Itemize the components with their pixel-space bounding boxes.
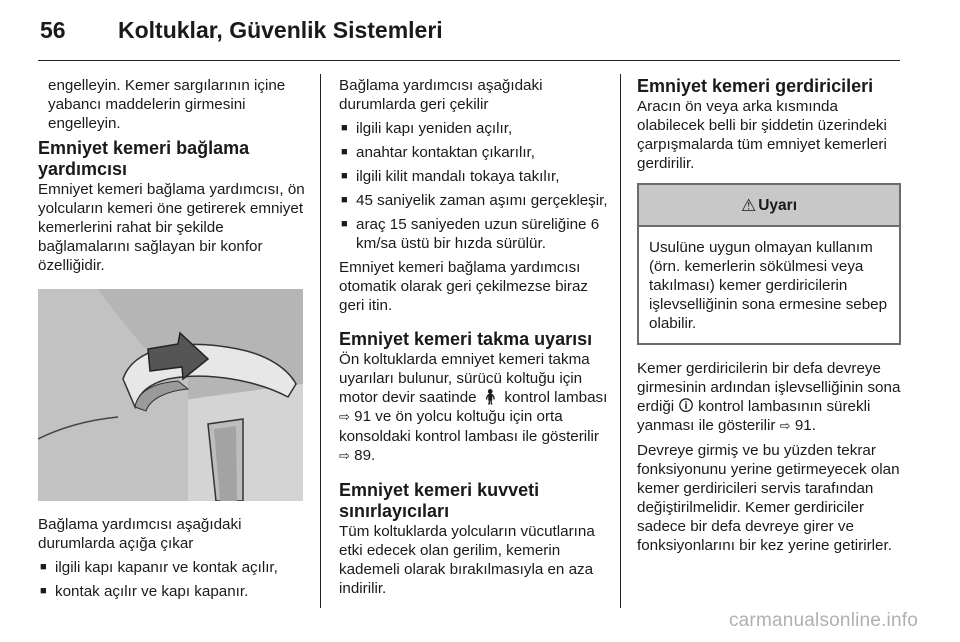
- warning-text: Usulüne uygun olmayan kullanım (örn. kemerlerin sökülmesi veya takılması) kemer gerdiricilerin işlevselliğinin sona ermesine sebep olabilir.: [649, 239, 888, 332]
- belt-reminder-text-3: ve ön yolcu koltuğu için orta konsoldaki kontrol lambası ile gösterilir: [339, 408, 599, 445]
- page-header: [0, 0, 960, 62]
- load-limiter-paragraph: Tüm koltuklarda yolcuların vücutlarına etki edecek olan gerilim, kemerin kademeli olarak bırakılmasıyla en aza indirilir.: [339, 523, 595, 597]
- page-reference: 89.: [354, 447, 376, 464]
- page-reference-arrow-icon: ⇨: [779, 419, 791, 434]
- push-back-paragraph: Emniyet kemeri bağlama yardımcısı otomatik olarak geri çekilmezse biraz geri itin.: [339, 259, 588, 314]
- list-item: ■ araç 15 saniyeden uzun süreliğine 6 km/sa üstü bir hızda sürülür.: [339, 215, 609, 253]
- belt-reminder-paragraph: [339, 350, 609, 466]
- belt-reminder-text-1: Ön koltuklarda emniyet kemeri takma uyarıları bulunur, sürücü koltuğu için motor devir saatinde: [339, 351, 590, 406]
- list-item: ■ ilgili kapı yeniden açılır,: [339, 119, 609, 138]
- pretensioner-heading: Emniyet kemeri gerdiricileri: [637, 76, 874, 96]
- list-item: ■ ilgili kapı kapanır ve kontak açılır,: [38, 558, 308, 577]
- page-reference-arrow-icon: ⇨: [339, 410, 350, 425]
- seatbelt-reminder-icon: 🧍︎: [480, 388, 501, 406]
- column-3: [637, 76, 901, 560]
- list-item: ■ ilgili kilit mandalı tokaya takılır,: [339, 167, 609, 186]
- pretensioner-text-1: Kemer gerdiricilerin bir defa devreye girmesinin ardından işlevselliğinin sona erdiği: [637, 360, 901, 415]
- belt-reminder-heading: Emniyet kemeri takma uyarısı: [339, 329, 593, 349]
- belt-presenter-paragraph: Emniyet kemeri bağlama yardımcısı, ön yolcuların kemeri öne getirerek emniyet kemerlerini rahat bir şekilde bağlamalarını sağlayan bir konfor özelliğidir.: [38, 181, 305, 274]
- column-2: [339, 76, 609, 603]
- page-number: 56: [40, 17, 66, 43]
- seatbelt-presenter-drawing: [38, 289, 303, 501]
- warning-header: [639, 185, 899, 227]
- list-item: ■ 45 saniyelik zaman aşımı gerçekleşir,: [339, 191, 609, 210]
- retract-conditions-intro: Bağlama yardımcısı aşağıdaki durumlarda geri çekilir: [339, 77, 543, 113]
- site-watermark: carmanualsonline.info: [728, 610, 918, 631]
- pretensioner-paragraph-3: Devreye girmiş ve bu yüzden tekrar fonksiyonunu yerine getirmeyecek olan kemer gerdiricileri servis tarafından değiştirilmelidir. Kemer gerdiriciler sadece bir defa devreye girer ve fonksiyonlarını bir kez yerine getirirler.: [637, 442, 900, 554]
- pretensioner-text-2: kontrol lambasının sürekli yanması ile gösterilir: [637, 398, 871, 434]
- warning-title: Uyarı: [758, 196, 798, 214]
- deploy-conditions-intro: Bağlama yardımcısı aşağıdaki durumlarda açığa çıkar: [38, 516, 242, 552]
- column-divider-2: [620, 74, 621, 608]
- warning-box: [637, 183, 901, 345]
- airbag-warning-lamp-icon: 🛈︎: [678, 397, 694, 415]
- intro-continuation: [38, 76, 308, 133]
- column-1: [38, 76, 308, 606]
- warning-triangle-icon: ⚠: [740, 195, 757, 215]
- list-item: ■ anahtar kontaktan çıkarılır,: [339, 143, 609, 162]
- header-divider: [38, 60, 900, 61]
- retract-conditions-list: [339, 119, 609, 253]
- pretensioner-paragraph-2: [637, 359, 901, 436]
- belt-presenter-heading: Emniyet kemeri bağlama yardımcısı: [38, 138, 250, 179]
- column-divider-1: [320, 74, 321, 608]
- intro-line-1: engelleyin. Kemer sargılarının içine: [48, 77, 286, 94]
- belt-reminder-text-2: kontrol lambası: [504, 389, 608, 406]
- page-reference-arrow-icon: ⇨: [339, 449, 350, 464]
- deploy-conditions-list: [38, 558, 308, 601]
- intro-line-2: yabancı maddelerin girmesini: [48, 96, 246, 113]
- list-item: ■ kontak açılır ve kapı kapanır.: [38, 582, 308, 601]
- page-reference: 91.: [794, 417, 816, 434]
- intro-line-3: engelleyin.: [48, 115, 121, 132]
- pretensioner-paragraph-1: Aracın ön veya arka kısmında olabilecek belli bir şiddetin üzerindeki çarpışmalarda tüm emniyet kemerleri gerdirilir.: [637, 98, 887, 172]
- seatbelt-presenter-illustration: [38, 289, 303, 501]
- page-title: Koltuklar, Güvenlik Sistemleri: [118, 17, 443, 43]
- load-limiter-heading: Emniyet kemeri kuvveti sınırlayıcıları: [339, 480, 540, 521]
- page-reference: 91: [354, 408, 372, 425]
